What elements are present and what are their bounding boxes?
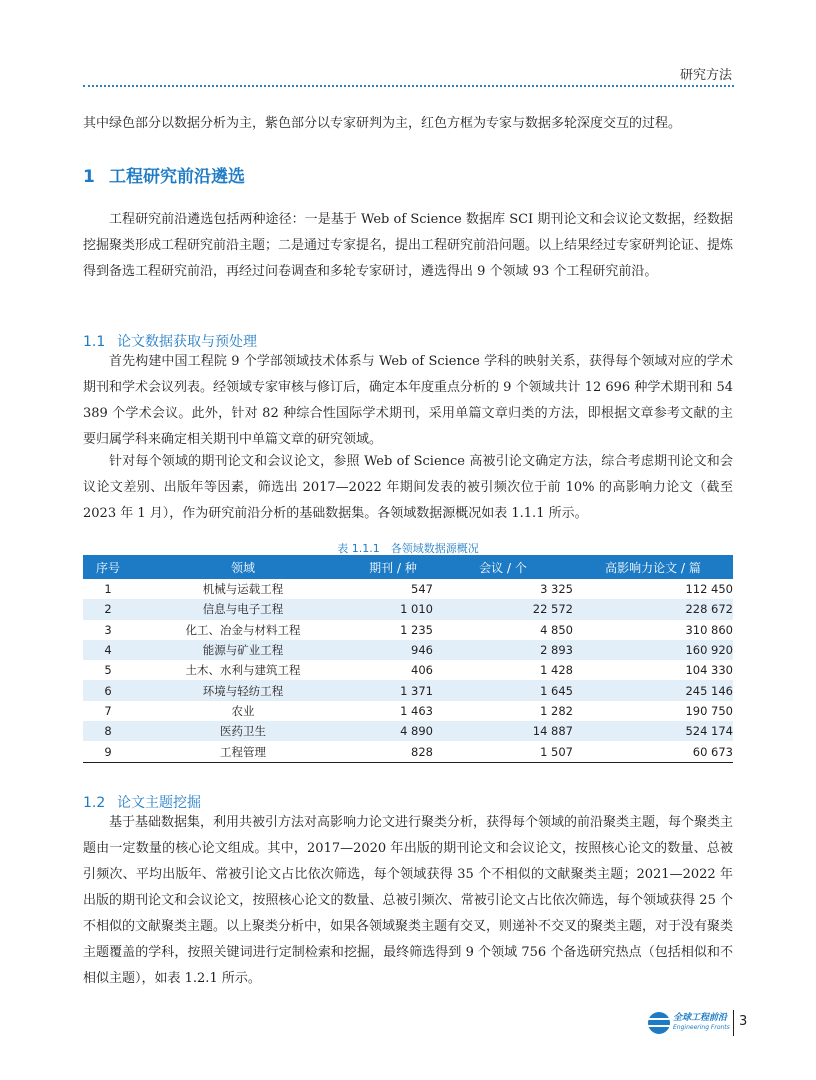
cell-conferences: 1 507 bbox=[433, 741, 573, 762]
table-row bbox=[83, 579, 733, 599]
cell-seq: 5 bbox=[104, 663, 112, 678]
cell-field: 能源与矿业工程 bbox=[133, 640, 353, 660]
subsection-title: 论文主题挖掘 bbox=[117, 795, 201, 811]
cell-seq: 4 bbox=[83, 640, 133, 660]
subsection-1-1-paragraph-1: 首先构建中国工程院 9 个学部领域技术体系与 Web of Science 学科的映射关系，获得每个领域对应的学术期刊和学术会议列表。经领域专家审核与修订后，确定本年度重点分析的 9 个领域共计 12 696 种学术期刊和 54 389 个学术会议。此外，针对 82 种综合性国际学术期刊，采用单篇文章归类的方法，即根据文章参考文献的主要归属学科来确定相关期刊中单篇文章的研究领域。 bbox=[83, 354, 733, 447]
cell-field: 农业 bbox=[231, 703, 255, 718]
cell-seq: 6 bbox=[83, 680, 133, 700]
cell-conferences: 1 282 bbox=[540, 703, 573, 718]
subsection-number: 1.2 bbox=[83, 795, 106, 811]
cell-high-impact: 160 920 bbox=[573, 640, 733, 660]
cell-high-impact: 310 860 bbox=[685, 622, 733, 637]
cell-journals: 828 bbox=[353, 741, 433, 762]
table-row bbox=[83, 640, 733, 660]
cell-field: 工程管理 bbox=[133, 741, 353, 762]
cell-high-impact: 524 174 bbox=[573, 721, 733, 741]
page-number: 3 bbox=[739, 1014, 748, 1029]
cell-high-impact: 245 146 bbox=[573, 680, 733, 700]
section-heading-1 bbox=[83, 162, 245, 187]
table-row bbox=[83, 741, 733, 762]
subsection-title: 论文数据获取与预处理 bbox=[117, 334, 257, 350]
col-header-journals: 期刊 / 种 bbox=[353, 555, 433, 579]
col-header-high-impact: 高影响力论文 / 篇 bbox=[573, 555, 733, 579]
logo-chinese-text: 全球工程前沿 bbox=[673, 1013, 728, 1023]
table-row bbox=[83, 599, 733, 619]
subsection-1-1-paragraph-2: 针对每个领域的期刊论文和会议论文，参照 Web of Science 高被引论文确定方法，综合考虑期刊论文和会议论文差别、出版年等因素，筛选出 2017—2022 年期间发表的被引频次位于前 10% 的高影响力论文（截至 2023 年 1 月），作为研究前沿分析的基础数据集。各领域数据源概况如表 1.1.1 所示。 bbox=[83, 454, 733, 521]
cell-journals: 4 890 bbox=[353, 721, 433, 741]
subsection-1-2-paragraph: 基于基础数据集，利用共被引方法对高影响力论文进行聚类分析，获得每个领域的前沿聚类主题，每个聚类主题由一定数量的核心论文组成。其中，2017—2020 年出版的期刊论文和会议论文，按照核心论文的数量、总被引频次、平均出版年、常被引论文占比依次筛选，每个领域获得 35 个不相似的文献聚类主题；2021—2022 年出版的期刊论文和会议论文，按照核心论文的数量、总被引频次、常被引论文占比依次筛选，每个领域获得 25 个不相似的文献聚类主题。以上聚类分析中，如果各领域聚类主题有交叉，则递补不交叉的聚类主题，对于没有聚类主题覆盖的学科，按照关键词进行定制检索和挖掘，最终筛选得到 9 个领域 756 个备选研究热点（包括相似和不相似主题），如表 1.2.1 所示。 bbox=[83, 815, 734, 986]
cell-high-impact: 190 750 bbox=[685, 703, 733, 718]
col-header-conferences: 会议 / 个 bbox=[433, 555, 573, 579]
cell-journals: 406 bbox=[411, 663, 433, 678]
col-header-field: 领域 bbox=[133, 555, 353, 579]
cell-conferences: 14 887 bbox=[433, 721, 573, 741]
table-caption: 表 1.1.1 各领域数据源概况 bbox=[337, 542, 479, 555]
cell-journals: 946 bbox=[353, 640, 433, 660]
cell-high-impact: 228 672 bbox=[573, 599, 733, 619]
subsection-number: 1.1 bbox=[83, 334, 106, 350]
cell-seq: 2 bbox=[83, 599, 133, 619]
table-row bbox=[83, 620, 733, 640]
footer-divider bbox=[733, 1010, 734, 1036]
table-header-row bbox=[83, 555, 733, 579]
cell-journals: 1 010 bbox=[353, 599, 433, 619]
cell-seq: 1 bbox=[104, 582, 112, 597]
cell-seq: 9 bbox=[83, 741, 133, 762]
cell-field: 化工、冶金与材料工程 bbox=[185, 622, 301, 637]
cell-field: 医药卫生 bbox=[133, 721, 353, 741]
table-row bbox=[83, 660, 733, 680]
cell-conferences: 1 428 bbox=[540, 663, 573, 678]
subsection-heading-1-2 bbox=[83, 792, 201, 812]
cell-journals: 547 bbox=[411, 582, 433, 597]
table-row bbox=[83, 701, 733, 721]
section-1-paragraph: 工程研究前沿遴选包括两种途径：一是基于 Web of Science 数据库 SCI 期刊论文和会议论文数据，经数据挖掘聚类形成工程研究前沿主题；二是通过专家提名，提出工程研究前沿问题。以上结果经过专家研判论证、提炼得到备选工程研究前沿，再经过问卷调查和多轮专家研讨，遴选得出 9 个领域 93 个工程研究前沿。 bbox=[83, 212, 734, 279]
cell-field: 信息与电子工程 bbox=[133, 599, 353, 619]
cell-conferences: 4 850 bbox=[540, 622, 573, 637]
cell-journals: 1 371 bbox=[353, 680, 433, 700]
cell-field: 环境与轻纺工程 bbox=[133, 680, 353, 700]
globe-icon bbox=[648, 1012, 670, 1034]
cell-high-impact: 112 450 bbox=[685, 582, 733, 597]
cell-conferences: 3 325 bbox=[540, 582, 573, 597]
cell-field: 土木、水利与建筑工程 bbox=[185, 663, 301, 678]
running-header-title: 研究方法 bbox=[679, 68, 732, 83]
cell-conferences: 22 572 bbox=[433, 599, 573, 619]
cell-field: 机械与运载工程 bbox=[202, 582, 284, 597]
header-divider bbox=[83, 85, 734, 87]
cell-high-impact: 60 673 bbox=[573, 741, 733, 762]
section-number: 1 bbox=[83, 167, 95, 187]
table-row bbox=[83, 680, 733, 700]
table-row bbox=[83, 721, 733, 741]
cell-conferences: 2 893 bbox=[433, 640, 573, 660]
logo-english-text: Engineering Fronts bbox=[673, 1024, 730, 1031]
cell-conferences: 1 645 bbox=[433, 680, 573, 700]
subsection-heading-1-1 bbox=[83, 331, 257, 351]
cell-seq: 8 bbox=[83, 721, 133, 741]
section-title: 工程研究前沿遴选 bbox=[109, 167, 245, 187]
cell-journals: 1 235 bbox=[400, 622, 433, 637]
col-header-seq: 序号 bbox=[83, 555, 133, 579]
cell-seq: 3 bbox=[104, 622, 112, 637]
data-source-table bbox=[83, 555, 733, 763]
engineering-fronts-logo bbox=[648, 1012, 730, 1034]
cell-seq: 7 bbox=[104, 703, 112, 718]
intro-paragraph: 其中绿色部分以数据分析为主，紫色部分以专家研判为主，红色方框为专家与数据多轮深度交互的过程。 bbox=[83, 116, 682, 131]
cell-high-impact: 104 330 bbox=[685, 663, 733, 678]
cell-journals: 1 463 bbox=[400, 703, 433, 718]
